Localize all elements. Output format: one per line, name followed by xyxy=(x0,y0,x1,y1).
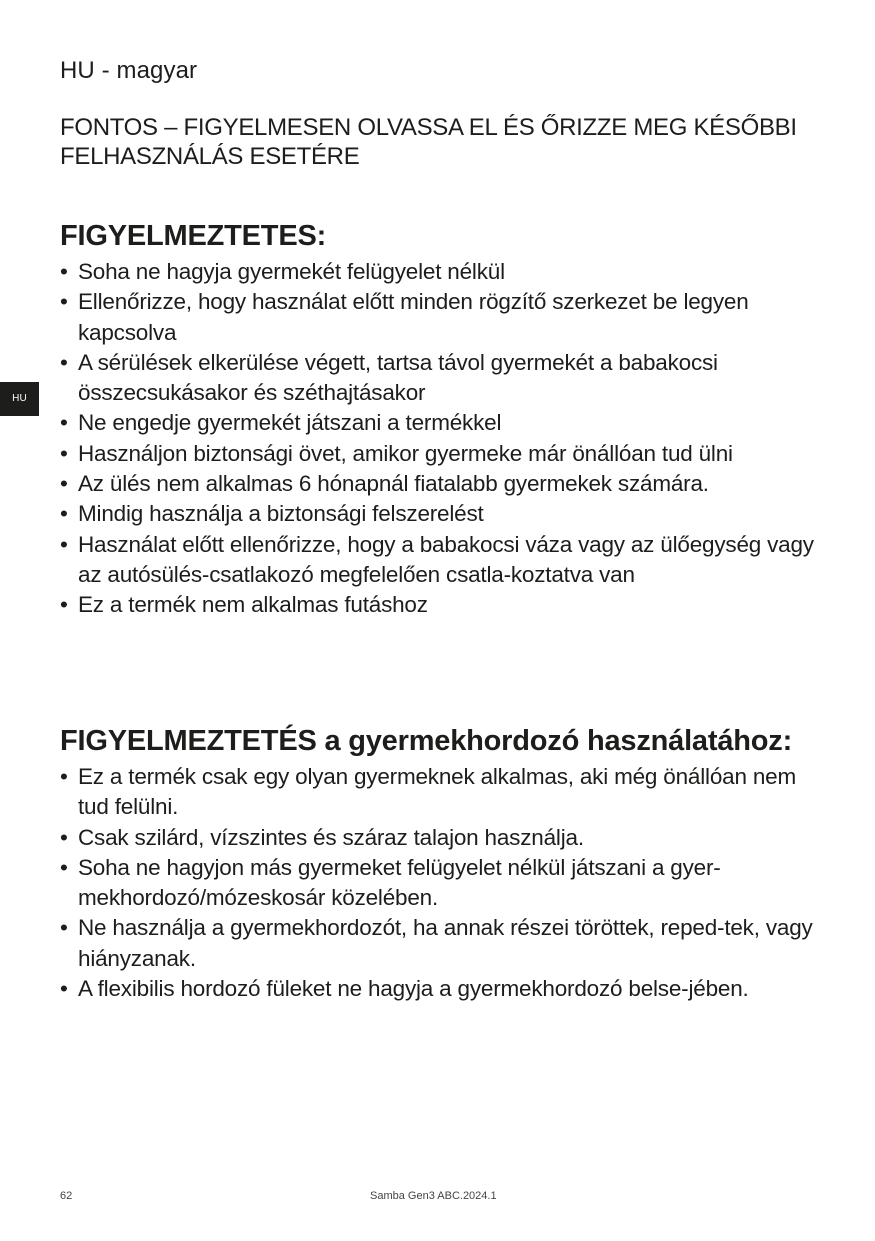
language-heading: HU - magyar xyxy=(60,57,198,84)
bullet-icon: • xyxy=(60,289,68,315)
list-item xyxy=(60,469,830,499)
list-item xyxy=(60,287,830,348)
bullet-icon: • xyxy=(60,471,68,497)
list-item xyxy=(60,853,830,914)
bullet-icon: • xyxy=(60,592,68,618)
bullet-icon: • xyxy=(60,764,68,789)
bullet-icon: • xyxy=(60,531,68,557)
list-item-text: Ne engedje gyermekét játszani a termékkel xyxy=(78,410,502,436)
list-item xyxy=(60,408,830,438)
list-item-text: Használjon biztonsági övet, amikor gyermeke már önállóan tud ülni xyxy=(78,440,733,466)
list-item-text: Mindig használja a biztonsági felszerelést xyxy=(78,501,484,527)
bullet-icon: • xyxy=(60,440,68,466)
list-item-text: Ez a termék nem alkalmas futáshoz xyxy=(78,592,428,618)
list-item xyxy=(60,439,830,469)
list-item xyxy=(60,974,830,1004)
list-item-text: A flexibilis hordozó füleket ne hagyja a gyermekhordozó belse-jében. xyxy=(78,976,749,1002)
bullet-icon: • xyxy=(60,410,68,436)
warning-title-carrycot: FIGYELMEZTETÉS a gyermekhordozó használatához: xyxy=(60,725,793,757)
list-item xyxy=(60,530,830,591)
bullet-icon: • xyxy=(60,259,68,284)
list-item-text: Soha ne hagyjon más gyermeket felügyelet nélkül játszani a gyer-mekhordozó/mózeskosár közelében. xyxy=(78,854,721,911)
list-item-text: A sérülések elkerülése végett, tartsa távol gyermekét a babakocsi összecsukásakor és széthajtásakor xyxy=(78,349,718,406)
list-item-text: Ne használja a gyermekhordozót, ha annak részei töröttek, reped-tek, vagy hiányzanak. xyxy=(78,915,813,971)
list-item xyxy=(60,257,830,287)
bullet-icon: • xyxy=(60,349,68,375)
list-item-text: Használat előtt ellenőrizze, hogy a babakocsi váza vagy az ülőegység vagy az autósülés-csatlakozó megfelelően csatla-koztatva van xyxy=(78,531,814,587)
bullet-icon: • xyxy=(60,976,68,1002)
list-item xyxy=(60,499,830,529)
list-item xyxy=(60,348,830,409)
bullet-icon: • xyxy=(60,824,68,850)
list-item-text: Az ülés nem alkalmas 6 hónapnál fiatalabb gyermekek számára. xyxy=(78,471,709,497)
warning-list-general xyxy=(60,257,830,621)
bullet-icon: • xyxy=(60,854,68,880)
warning-title-general: FIGYELMEZTETES: xyxy=(60,220,327,252)
warning-section-general xyxy=(60,219,830,621)
warning-list-carrycot xyxy=(60,762,830,1004)
list-item-text: Ez a termék csak egy olyan gyermeknek alkalmas, aki még önállóan nem tud felülni. xyxy=(78,764,796,820)
list-item xyxy=(60,913,830,974)
list-item xyxy=(60,762,830,823)
list-item-text: Csak szilárd, vízszintes és száraz talajon használja. xyxy=(78,824,584,850)
important-notice: FONTOS – FIGYELMESEN OLVASSA EL ÉS ŐRIZZE MEG KÉSŐBBI FELHASZNÁLÁS ESETÉRE xyxy=(60,114,797,170)
list-item xyxy=(60,823,830,853)
language-side-tab: HU xyxy=(0,382,39,416)
document-id: Samba Gen3 ABC.2024.1 xyxy=(370,1190,497,1202)
list-item-text: Ellenőrizze, hogy használat előtt minden rögzítő szerkezet be legyen kapcsolva xyxy=(78,289,749,345)
bullet-icon: • xyxy=(60,501,68,527)
bullet-icon: • xyxy=(60,915,68,941)
warning-section-carrycot xyxy=(60,724,830,1004)
list-item-text: Soha ne hagyja gyermekét felügyelet nélkül xyxy=(78,259,505,284)
page-number: 62 xyxy=(60,1190,73,1202)
list-item xyxy=(60,590,830,620)
